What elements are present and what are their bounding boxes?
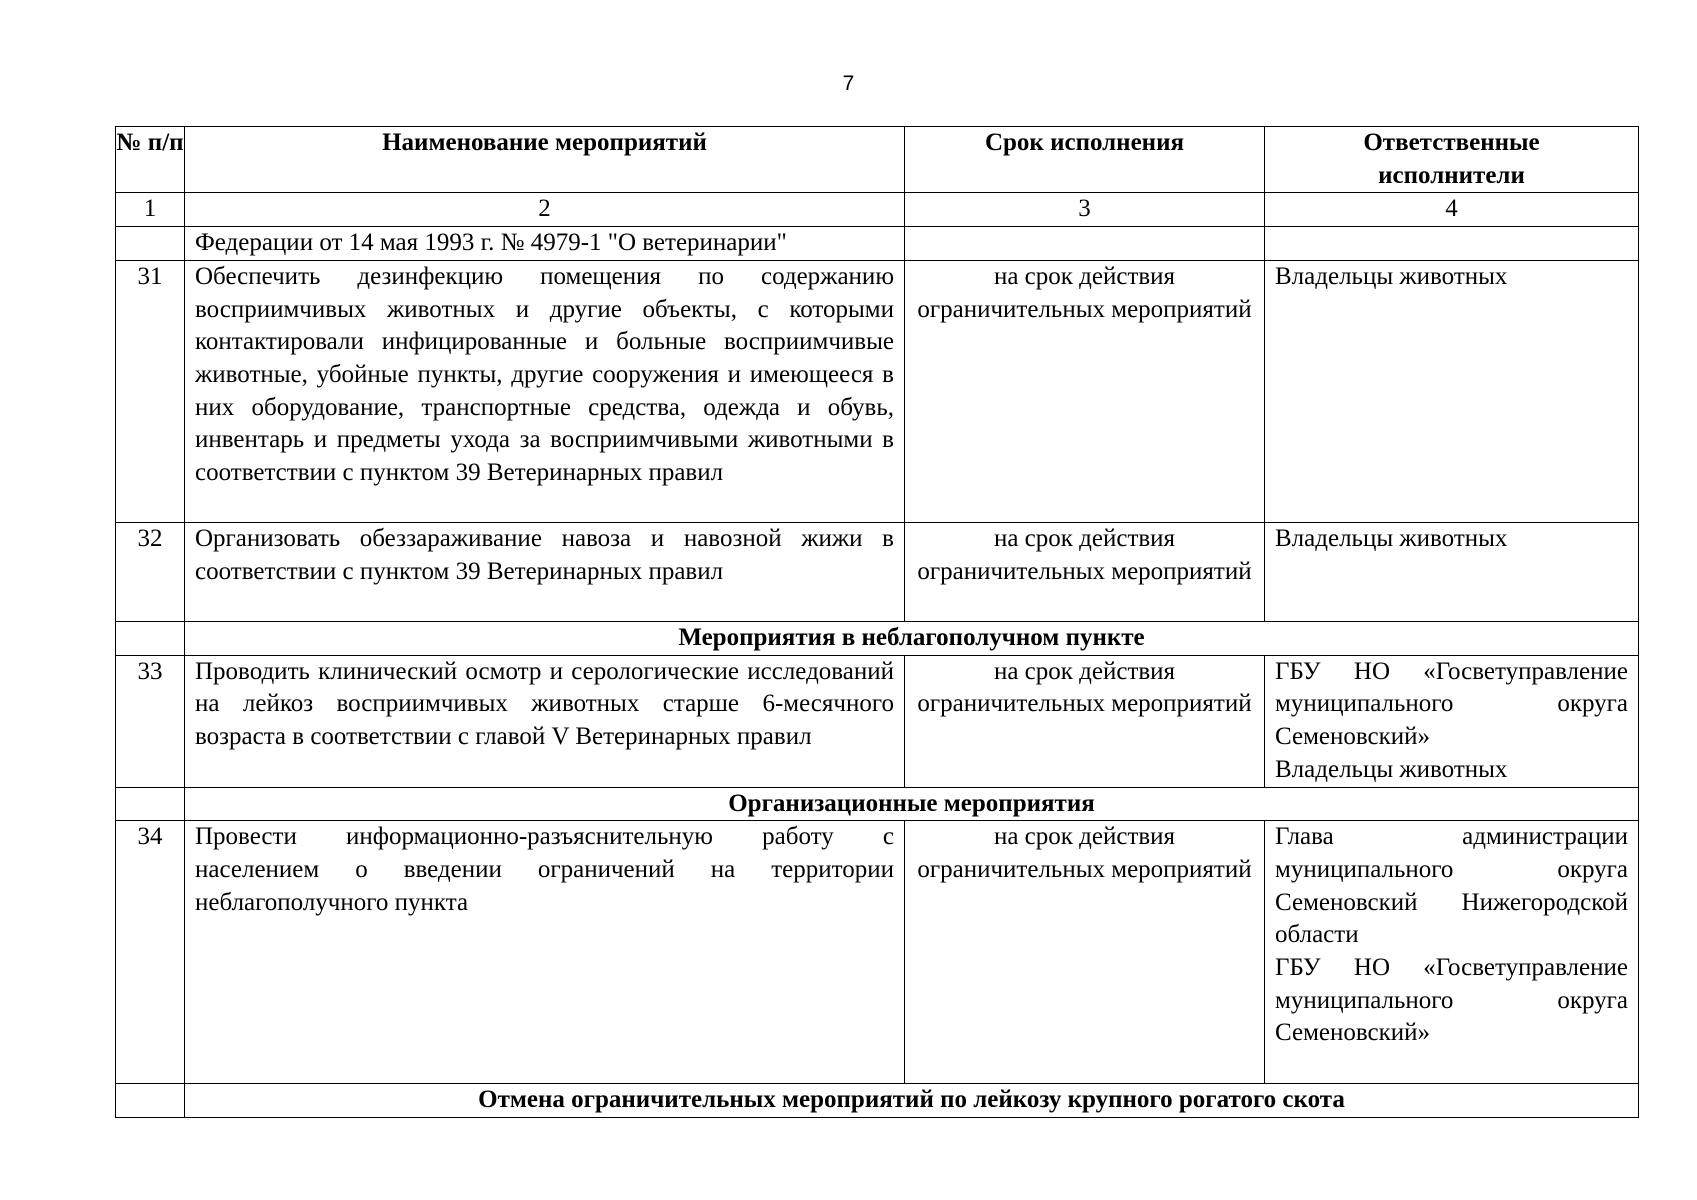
section-row	[116, 787, 1639, 821]
continuation-row	[116, 227, 1639, 261]
responsible-line: Владельцы животных	[1275, 755, 1508, 783]
continuation-text: Федерации от 14 мая 1993 г. № 4979-1 "О ветеринарии"	[185, 227, 905, 261]
column-index: 4	[1265, 193, 1639, 227]
responsible	[1265, 821, 1639, 1084]
row-number: 31	[116, 260, 185, 522]
row-number: 33	[116, 655, 185, 787]
header-due: Срок исполнения	[905, 127, 1265, 193]
header-num: № п/п	[116, 127, 185, 193]
responsible-line: Глава администрации муниципального округа Семеновский Нижегородской области	[1275, 823, 1628, 949]
page-number: 7	[842, 72, 855, 95]
row-number: 32	[116, 522, 185, 621]
header-row	[116, 127, 1639, 193]
responsible-line: ГБУ НО «Госветуправление муниципального округа Семеновский»	[1275, 954, 1628, 1047]
measure-name: Организовать обеззараживание навоза и навозной жижи в соответствии с пунктом 39 Ветеринарных правил	[185, 522, 905, 621]
responsible	[1265, 522, 1639, 621]
column-index-row	[116, 193, 1639, 227]
section-title: Организационные мероприятия	[185, 787, 1639, 821]
section-title: Отмена ограничительных мероприятий по лейкозу крупного рогатого скота	[185, 1084, 1639, 1118]
due-date: на срок действия ограничительных мероприятий	[905, 260, 1265, 522]
section-row	[116, 1084, 1639, 1118]
due-date: на срок действия ограничительных мероприятий	[905, 655, 1265, 787]
row-number: 34	[116, 821, 185, 1084]
table-row	[116, 260, 1639, 522]
header-responsible: Ответственные исполнители	[1265, 127, 1639, 193]
responsible	[1265, 655, 1639, 787]
responsible	[1265, 260, 1639, 522]
measures-table	[115, 126, 1639, 1118]
measure-name: Проводить клинический осмотр и серологические исследований на лейкоз восприимчивых животных старше 6-месячного возраста в соответствии с главой V Ветеринарных правил	[185, 655, 905, 787]
header-name: Наименование мероприятий	[185, 127, 905, 193]
table-row	[116, 655, 1639, 787]
due-date: на срок действия ограничительных мероприятий	[905, 522, 1265, 621]
due-date: на срок действия ограничительных мероприятий	[905, 821, 1265, 1084]
section-row	[116, 621, 1639, 655]
responsible-line: Владельцы животных	[1275, 262, 1508, 290]
table-row	[116, 821, 1639, 1084]
column-index: 3	[905, 193, 1265, 227]
table-row	[116, 522, 1639, 621]
measure-name: Провести информационно-разъяснительную работу с населением о введении ограничений на территории неблагополучного пункта	[185, 821, 905, 1084]
responsible-line: ГБУ НО «Госветуправление муниципального округа Семеновский»	[1275, 657, 1628, 750]
responsible-line: Владельцы животных	[1275, 524, 1508, 552]
column-index: 2	[185, 193, 905, 227]
column-index: 1	[116, 193, 185, 227]
measure-name: Обеспечить дезинфекцию помещения по содержанию восприимчивых животных и другие объекты, с которыми контактировали инфицированные и больные восприимчивые животные, убойные пункты, другие сооружения и имеющееся в них оборудование, транспортные средства, одежда и обувь, инвентарь и предметы ухода за восприимчивыми животными в соответствии с пунктом 39 Ветеринарных правил	[185, 260, 905, 522]
section-title: Мероприятия в неблагополучном пункте	[185, 621, 1639, 655]
